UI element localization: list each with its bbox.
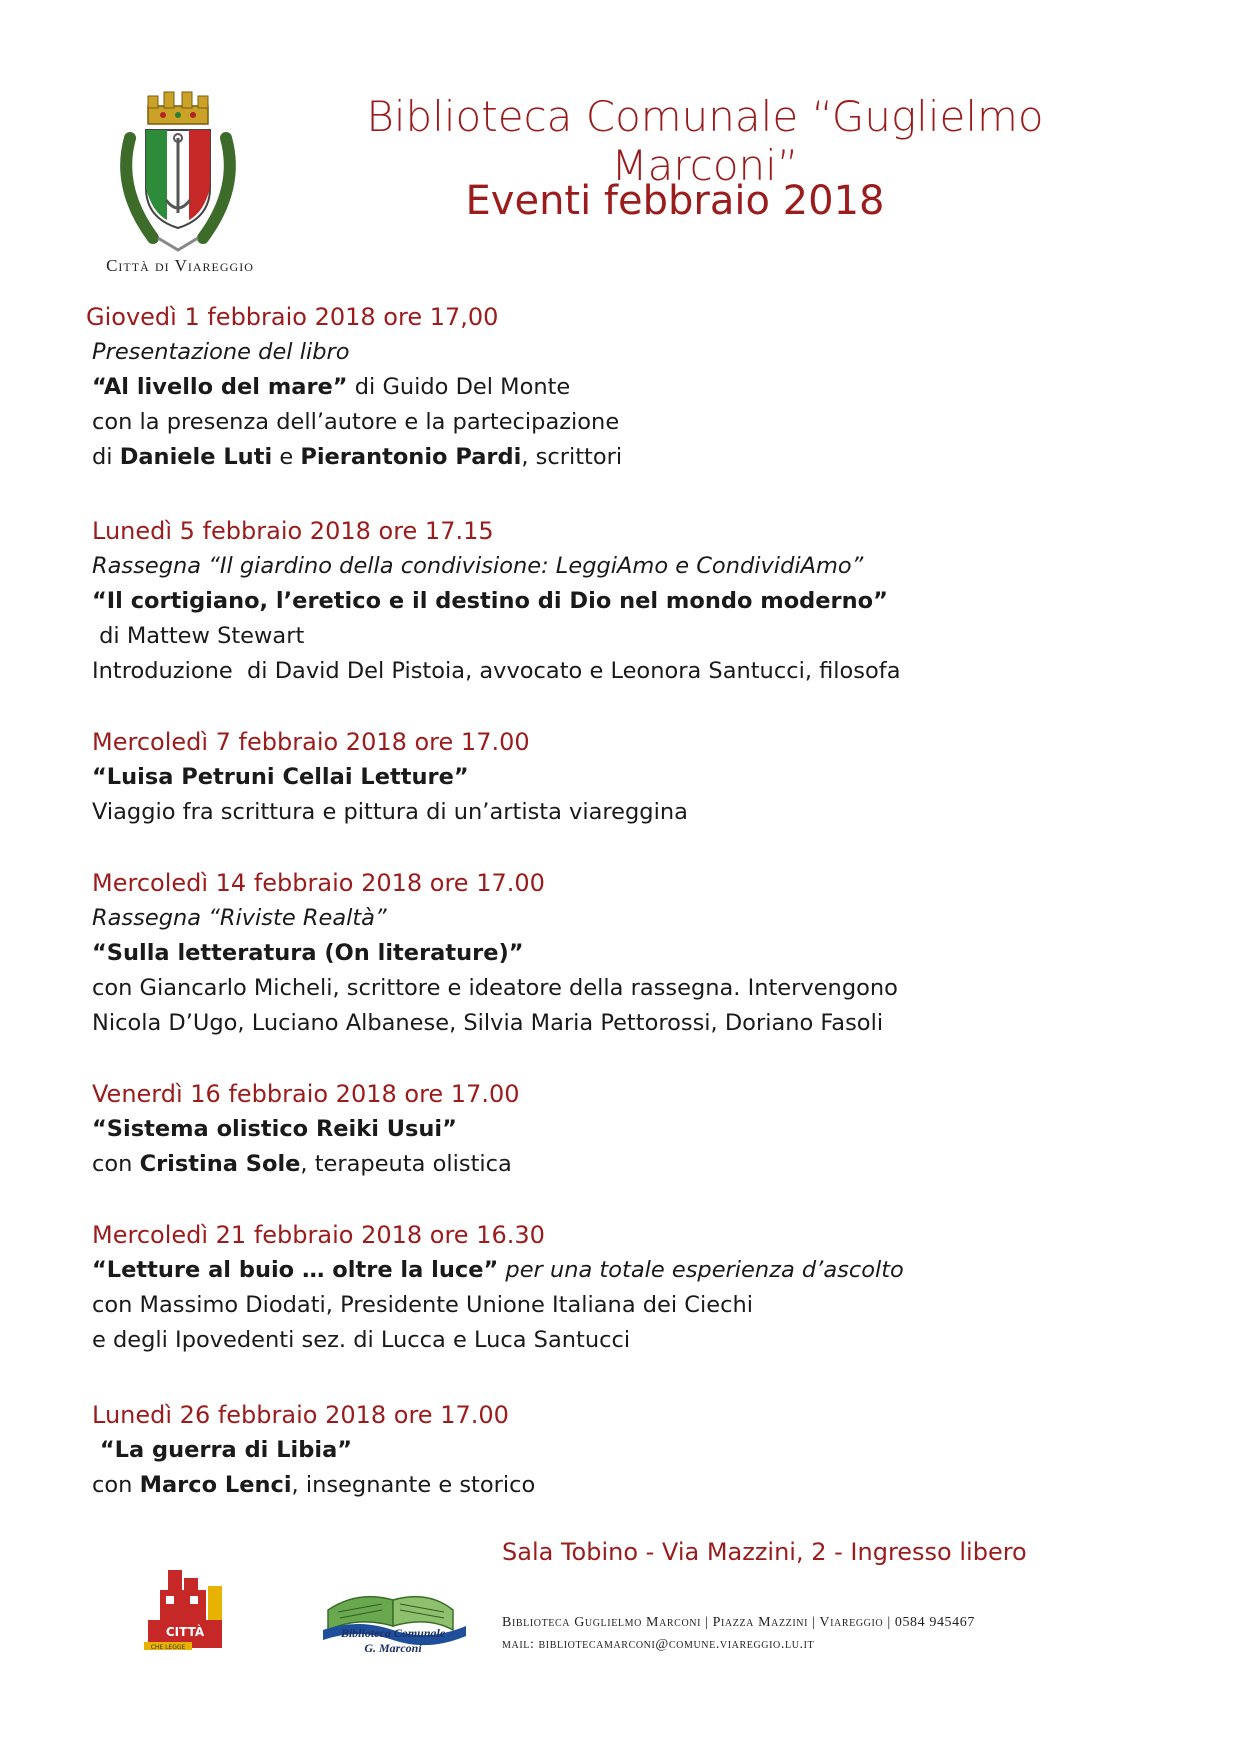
event-text: Pierantonio Pardi xyxy=(300,444,522,470)
event-text: con Massimo Diodati, Presidente Unione Italiana dei Ciechi xyxy=(92,1292,753,1318)
event-item xyxy=(92,725,1192,830)
event-text: Marco Lenci xyxy=(139,1472,292,1498)
event-line xyxy=(92,795,1192,830)
event-text: di Mattew Stewart xyxy=(92,623,305,649)
page-title: Biblioteca Comunale “Guglielmo Marconi” xyxy=(366,92,1044,190)
logo-citta-text: CITTÀ xyxy=(165,1625,205,1639)
event-item xyxy=(92,1398,1192,1503)
event-text: “Sistema olistico Reiki Usui” xyxy=(92,1116,457,1142)
event-text: “La guerra di Libia” xyxy=(92,1437,353,1463)
crest-caption: Città di Viareggio xyxy=(106,256,254,275)
event-date: Mercoledì 21 febbraio 2018 ore 16.30 xyxy=(92,1221,545,1249)
event-line xyxy=(86,405,1186,440)
contact-info xyxy=(502,1612,975,1656)
event-text: per una totale esperienza d’ascolto xyxy=(498,1257,904,1283)
event-date: Giovedì 1 febbraio 2018 ore 17,00 xyxy=(86,303,499,331)
event-text: “Al livello del mare” xyxy=(92,374,348,400)
event-line xyxy=(86,370,1186,405)
event-line xyxy=(92,1147,1192,1182)
event-text: Rassegna “Il giardino della condivisione: LeggiAmo e CondividiAmo” xyxy=(92,553,864,579)
mail-line: mail: bibliotecamarconi@comune.viareggio.lu.it xyxy=(502,1637,815,1652)
event-line xyxy=(92,901,1192,936)
event-line xyxy=(92,1253,1192,1288)
biblioteca-logo-text xyxy=(318,1626,468,1656)
event-text: con la presenza dell’autore e la partecipazione xyxy=(92,409,620,435)
event-line xyxy=(92,936,1192,971)
viareggio-crest-icon xyxy=(108,88,248,258)
event-text: di Guido Del Monte xyxy=(347,374,571,400)
event-line xyxy=(86,440,1186,475)
event-text: di xyxy=(92,444,120,470)
event-text: , insegnante e storico xyxy=(291,1472,536,1498)
address-line: Biblioteca Guglielmo Marconi | Piazza Mazzini | Viareggio | 0584 945467 xyxy=(502,1615,975,1630)
event-line xyxy=(92,1006,1192,1041)
event-text: “Sulla letteratura (On literature)” xyxy=(92,940,524,966)
logo-bib-line1: Biblioteca Comunale xyxy=(340,1626,446,1640)
event-line xyxy=(92,971,1192,1006)
event-date: Mercoledì 14 febbraio 2018 ore 17.00 xyxy=(92,869,545,897)
event-text: con xyxy=(92,1151,140,1177)
event-line xyxy=(92,1468,1192,1503)
citta-che-legge-logo-icon xyxy=(138,1564,234,1660)
event-text: Nicola D’Ugo, Luciano Albanese, Silvia Maria Pettorossi, Doriano Fasoli xyxy=(92,1010,884,1036)
event-item xyxy=(92,866,1192,1041)
event-text: Introduzione di David Del Pistoia, avvocato e Leonora Santucci, filosofa xyxy=(92,658,901,684)
event-text: Presentazione del libro xyxy=(92,339,350,365)
event-text: “Luisa Petruni Cellai Letture” xyxy=(92,764,469,790)
event-date: Mercoledì 7 febbraio 2018 ore 17.00 xyxy=(92,728,530,756)
logo-citta-subtext: CHE LEGGE xyxy=(150,1644,186,1651)
event-item xyxy=(92,514,1192,689)
event-line xyxy=(92,619,1192,654)
event-line xyxy=(92,1433,1192,1468)
event-line xyxy=(86,335,1186,370)
event-text: e xyxy=(272,444,301,470)
event-text: Viaggio fra scrittura e pittura di un’artista viareggina xyxy=(92,799,688,825)
event-item xyxy=(92,1077,1192,1182)
event-line xyxy=(92,654,1192,689)
page-subtitle: Eventi febbraio 2018 xyxy=(465,178,885,224)
event-date: Venerdì 16 febbraio 2018 ore 17.00 xyxy=(92,1080,520,1108)
event-line xyxy=(92,760,1192,795)
event-text: e degli Ipovedenti sez. di Lucca e Luca Santucci xyxy=(92,1327,631,1353)
event-line xyxy=(92,1323,1192,1358)
event-item xyxy=(92,1218,1192,1358)
event-text: , terapeuta olistica xyxy=(300,1151,512,1177)
event-line xyxy=(92,1288,1192,1323)
event-text: con Giancarlo Micheli, scrittore e ideatore della rassegna. Intervengono xyxy=(92,975,898,1001)
event-line xyxy=(92,1112,1192,1147)
event-line xyxy=(92,549,1192,584)
event-line xyxy=(92,584,1192,619)
event-text: , scrittori xyxy=(521,444,623,470)
event-text: Cristina Sole xyxy=(139,1151,301,1177)
event-date: Lunedì 5 febbraio 2018 ore 17.15 xyxy=(92,517,494,545)
logo-bib-line2: G. Marconi xyxy=(364,1641,422,1655)
event-item xyxy=(86,300,1186,475)
event-date: Lunedì 26 febbraio 2018 ore 17.00 xyxy=(92,1401,509,1429)
event-text: “Letture al buio … oltre la luce” xyxy=(92,1257,499,1283)
event-text: “Il cortigiano, l’eretico e il destino di Dio nel mondo moderno” xyxy=(92,588,888,614)
venue-line: Sala Tobino - Via Mazzini, 2 - Ingresso libero xyxy=(502,1538,1027,1566)
event-text: con xyxy=(92,1472,140,1498)
event-text: Daniele Luti xyxy=(119,444,273,470)
event-text: Rassegna “Riviste Realtà” xyxy=(92,905,387,931)
